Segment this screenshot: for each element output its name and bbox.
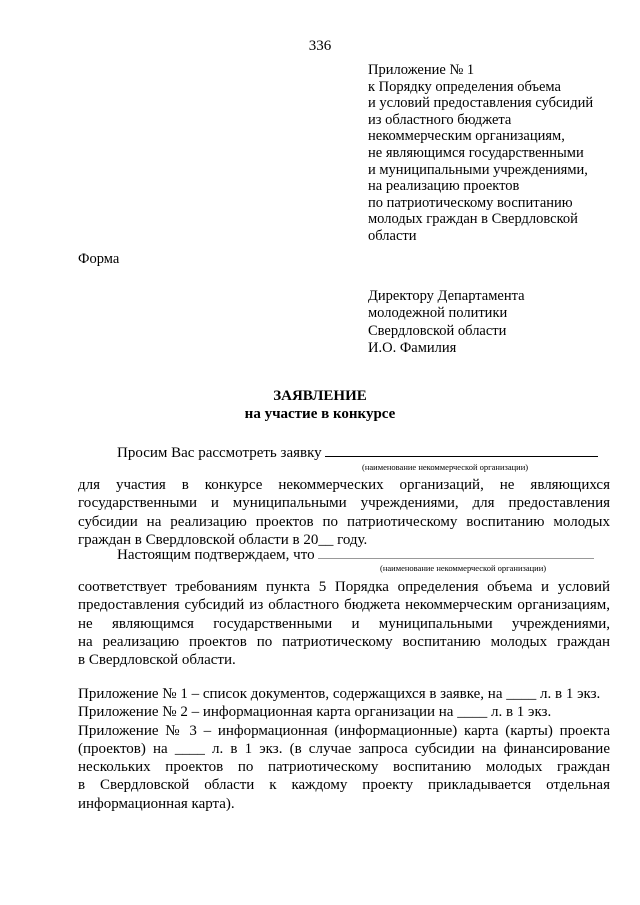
document-title: ЗАЯВЛЕНИЕ <box>273 388 367 404</box>
appendix-line: некоммерческим организациям, <box>368 128 565 145</box>
request-text: Просим Вас рассмотреть заявку <box>117 445 322 461</box>
appendix-line: из областного бюджета <box>368 111 512 128</box>
paragraph-line: для участия в конкурсе некоммерческих организаций, не являющихся <box>78 477 610 493</box>
attachment-item-3-line: информационная карта). <box>78 795 235 812</box>
appendix-block <box>368 62 638 245</box>
form-label: Форма <box>78 251 120 267</box>
attachment-item-3-line: в Свердловской области к каждому проекту прикладывается отдельная <box>78 777 610 794</box>
addressee-line: И.О. Фамилия <box>368 340 457 357</box>
attachment-item-3-line: Приложение № 3 – информационная (информационные) карта (карты) проекта <box>78 722 610 739</box>
appendix-line: молодых граждан в Свердловской <box>368 211 578 228</box>
attachment-item-3-line: нескольких проектов по патриотическому воспитанию молодых граждан <box>78 759 610 776</box>
paragraph-line: не являющимся государственными и муниципальными учреждениями, <box>78 615 610 632</box>
attachment-item-2: Приложение № 2 – информационная карта организации на ____ л. в 1 экз. <box>78 704 552 721</box>
addressee-line: Свердловской области <box>368 322 507 339</box>
request-line <box>117 444 598 462</box>
addressee-line: молодежной политики <box>368 305 508 322</box>
confirm-line <box>117 546 594 564</box>
attachment-item-3-line: (проектов) на ____ л. в 1 экз. (в случае запроса субсидии на финансирование <box>78 740 610 757</box>
paragraph-line: государственными и муниципальными учреждениями, для предоставления <box>78 495 610 512</box>
addressee-block <box>368 288 525 358</box>
paragraph-line: на реализацию проектов по патриотическому воспитанию молодых граждан <box>78 633 610 650</box>
organization-name-blank[interactable] <box>318 546 594 559</box>
attachments-list <box>78 685 610 813</box>
appendix-line: на реализацию проектов <box>368 178 520 195</box>
paragraph-participation <box>78 476 610 549</box>
paragraph-compliance <box>78 578 610 669</box>
appendix-line: Приложение № 1 <box>368 62 475 78</box>
confirm-text: Настоящим подтверждаем, что <box>117 547 315 563</box>
paragraph-line: соответствует требованиям пункта 5 Порядка определения объема и условий <box>78 579 610 595</box>
page-number: 336 <box>308 38 332 54</box>
addressee-line: Директору Департамента <box>368 288 525 304</box>
appendix-line: к Порядку определения объема <box>368 78 561 95</box>
paragraph-line: субсидии на реализацию проектов по патриотическому воспитанию молодых <box>78 513 610 530</box>
organization-name-blank[interactable] <box>325 444 598 457</box>
appendix-line: не являющимся государственными <box>368 144 584 161</box>
appendix-line: области <box>368 227 417 244</box>
attachment-item-1: Приложение № 1 – список документов, содержащихся в заявке, на ____ л. в 1 экз. <box>78 686 601 702</box>
paragraph-line: граждан в Свердловской области в 20__ году. <box>78 531 368 548</box>
request-caption: (наименование некоммерческой организации) <box>362 462 529 472</box>
document-subtitle: на участие в конкурсе <box>244 406 396 422</box>
appendix-line: и условий предоставления субсидий <box>368 95 594 112</box>
confirm-caption: (наименование некоммерческой организации) <box>380 563 547 573</box>
paragraph-line: в Свердловской области. <box>78 652 236 669</box>
appendix-line: и муниципальными учреждениями, <box>368 161 588 178</box>
appendix-line: по патриотическому воспитанию <box>368 194 573 211</box>
paragraph-line: предоставления субсидий из областного бюджета некоммерческим организациям, <box>78 597 610 614</box>
